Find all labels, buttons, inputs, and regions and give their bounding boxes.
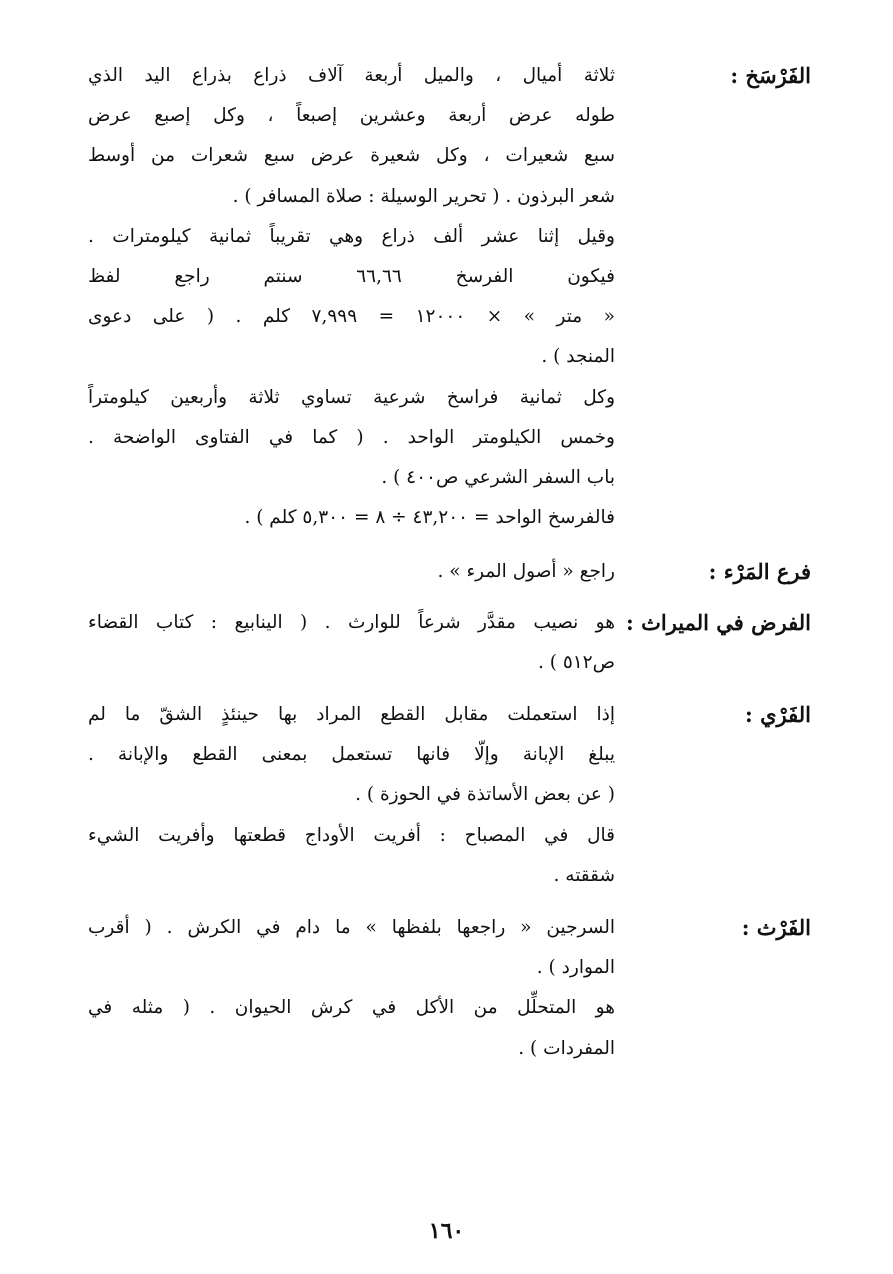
definition-line: « متر » × ١٢٠٠٠ = ٧,٩٩٩ كلم . ( على دعوى <box>88 306 615 328</box>
definition-line: المنجد ) . <box>541 346 615 368</box>
definition-line: إذا استعملت مقابل القطع المراد بها حينئذٍ الشقّ ما لم <box>88 704 615 726</box>
entry-definition <box>88 908 615 1069</box>
definition-line: المفردات ) . <box>518 1037 615 1059</box>
entry-farth <box>79 908 811 1069</box>
definition-line: راجع « أصول المرء » . <box>437 561 615 583</box>
definition-line: هو نصيب مقدَّر شرعاً للوارث . ( الينابيع : كتاب القضاء <box>88 611 615 633</box>
definition-line: يبلغ الإبانة وإلّا فانها تستعمل بمعنى القطع والإبانة . <box>88 744 615 766</box>
definition-line: وخمس الكيلومتر الواحد . ( كما في الفتاوى الواضحة . <box>88 426 615 448</box>
glossary-entries <box>79 56 811 1069</box>
definition-line: فالفرسخ الواحد = ٤٣,٢٠٠ ÷ ٨ = ٥,٣٠٠ كلم ) . <box>244 507 615 529</box>
entry-definition <box>88 695 615 896</box>
definition-line: هو المتحلِّل من الأكل في كرش الحيوان . ( مثله في <box>88 997 615 1019</box>
entry-term: فرع المَرْء : <box>708 559 811 585</box>
definition-line: وكل ثمانية فراسخ شرعية تساوي ثلاثة وأربعين كيلومتراً <box>88 386 615 408</box>
definition-line: شققته . <box>553 864 615 886</box>
definition-line: قال في المصباح : أفريت الأوداج قطعتها وأفريت الشيء <box>88 824 615 846</box>
definition-line: الموارد ) . <box>536 957 615 979</box>
definition-line: ص٥١٢ ) . <box>537 651 615 673</box>
definition-line: ثلاثة أميال ، والميل أربعة آلاف ذراع بذراع اليد الذي <box>88 65 615 86</box>
definition-line: طوله عرض أربعة وعشرين إصبعاً ، وكل إصبع عرض <box>88 105 615 127</box>
entry-definition <box>88 603 615 683</box>
entry-farsakh <box>79 56 811 538</box>
definition-line: السرجين « راجعها بلفظها » ما دام في الكرش . ( أقرب <box>88 917 615 939</box>
entry-term: الفَرْي : <box>745 702 811 728</box>
definition-line: سبع شعيرات ، وكل شعيرة عرض سبع شعرات من أوسط <box>88 145 615 167</box>
page-number: ١٦٠ <box>428 1218 465 1244</box>
definition-line: وقيل إثنا عشر ألف ذراع وهي تقريباً ثمانية كيلومترات . <box>88 225 615 247</box>
entry-term: الفَرْث : <box>741 915 811 941</box>
entry-fary <box>79 695 811 896</box>
entry-definition <box>88 56 615 538</box>
entry-definition <box>88 552 615 592</box>
definition-line: باب السفر الشرعي ص٤٠٠ ) . <box>381 467 615 489</box>
definition-line: شعر البرذون . ( تحرير الوسيلة : صلاة المسافر ) . <box>232 185 615 207</box>
definition-line: ( عن بعض الأساتذة في الحوزة ) . <box>355 784 615 806</box>
entry-term: الفَرْسَخ : <box>730 63 811 88</box>
entry-far-al-mar <box>79 552 811 592</box>
definition-line: فيكون الفرسخ ٦٦,٦٦ سنتم راجع لفظ <box>88 266 615 288</box>
entry-fard-fi-al-mirath <box>79 603 811 683</box>
entry-term: الفرض في الميراث : <box>626 609 811 635</box>
